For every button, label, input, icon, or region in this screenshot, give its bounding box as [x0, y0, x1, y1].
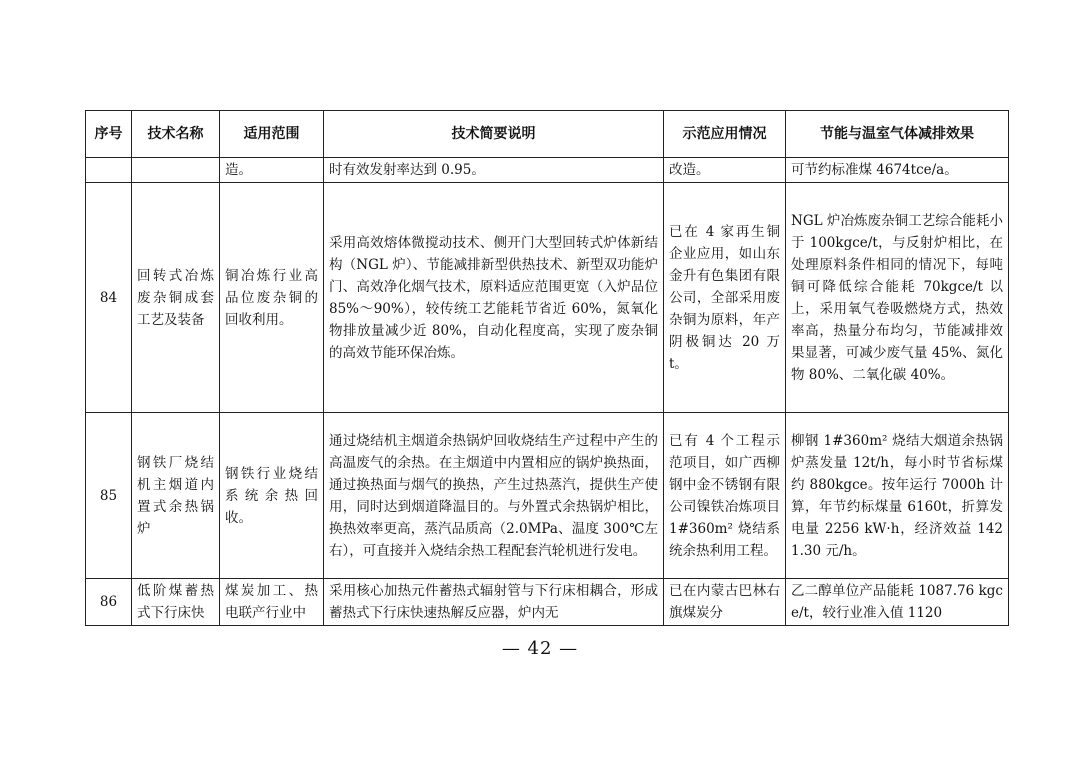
cell-description: 时有效发射率达到 0.95。 [324, 158, 664, 183]
header-no: 序号 [86, 111, 132, 158]
cell-name: 低阶煤蓄热式下行床快 [132, 579, 220, 626]
technology-table [85, 110, 1009, 626]
cell-scope: 铜冶炼行业高品位废杂铜的回收利用。 [220, 183, 324, 413]
table-row-continued [86, 158, 1009, 183]
cell-application: 改造。 [664, 158, 786, 183]
cell-effect: 可节约标准煤 4674tce/a。 [786, 158, 1009, 183]
cell-no [86, 158, 132, 183]
cell-name [132, 158, 220, 183]
table-header-row [86, 111, 1009, 158]
cell-scope: 造。 [220, 158, 324, 183]
header-description: 技术简要说明 [324, 111, 664, 158]
header-scope: 适用范围 [220, 111, 324, 158]
cell-description: 采用高效熔体微搅动技术、侧开门大型回转式炉体新结构（NGL 炉）、节能减排新型供热技术、新型双功能炉门、高效净化烟气技术，原料适应范围更宽（入炉品位 85%～90%），较传统工艺能耗节省近 60%，氮氧化物排放量减少近 80%，自动化程度高，实现了废杂铜的高效节能环保冶炼。 [324, 183, 664, 413]
table-row [86, 413, 1009, 579]
cell-application: 已有 4 个工程示范项目，如广西柳钢中金不锈钢有限公司镍铁冶炼项目 1#360m² 烧结系统余热利用工程。 [664, 413, 786, 579]
cell-description: 采用核心加热元件蓄热式辐射管与下行床相耦合，形成蓄热式下行床快速热解反应器，炉内无 [324, 579, 664, 626]
cell-application: 已在 4 家再生铜企业应用，如山东金升有色集团有限公司，全部采用废杂铜为原料，年产阴极铜达 20 万 t。 [664, 183, 786, 413]
cell-application: 已在内蒙古巴林右旗煤炭分 [664, 579, 786, 626]
header-effect: 节能与温室气体减排效果 [786, 111, 1009, 158]
cell-no: 86 [86, 579, 132, 626]
cell-effect: 乙二醇单位产品能耗 1087.76 kgce/t，较行业准入值 1120 [786, 579, 1009, 626]
cell-description: 通过烧结机主烟道余热锅炉回收烧结生产过程中产生的高温废气的余热。在主烟道中内置相应的锅炉换热面，通过换热面与烟气的换热，产生过热蒸汽，提供生产使用，同时达到烟道降温目的。与外置式余热锅炉相比，换热效率更高，蒸汽品质高（2.0MPa、温度 300℃左右），可直接并入烧结余热工程配套汽轮机进行发电。 [324, 413, 664, 579]
page-number: — 42 — [501, 638, 579, 659]
header-application: 示范应用情况 [664, 111, 786, 158]
cell-scope: 钢铁行业烧结系统余热回收。 [220, 413, 324, 579]
cell-scope: 煤炭加工、热电联产行业中 [220, 579, 324, 626]
cell-effect: NGL 炉冶炼废杂铜工艺综合能耗小于 100kgce/t，与反射炉相比，在处理原料条件相同的情况下，每吨铜可降低综合能耗 70kgce/t 以上，采用氧气卷吸燃烧方式，热效率高，热量分布均匀，节能减排效果显著，可减少废气量 45%、氮化物 80%、二氧化碳 40%。 [786, 183, 1009, 413]
cell-no: 85 [86, 413, 132, 579]
header-name: 技术名称 [132, 111, 220, 158]
cell-name: 钢铁厂烧结机主烟道内置式余热锅炉 [132, 413, 220, 579]
table-row [86, 183, 1009, 413]
table-row [86, 579, 1009, 626]
cell-effect: 柳钢 1#360m² 烧结大烟道余热锅炉蒸发量 12t/h，每小时节省标煤约 880kgce。按年运行 7000h 计算，年节约标煤量 6160t，折算发电量 2256 kW·h，经济效益 1421.30 元/h。 [786, 413, 1009, 579]
cell-no: 84 [86, 183, 132, 413]
cell-name: 回转式冶炼废杂铜成套工艺及装备 [132, 183, 220, 413]
